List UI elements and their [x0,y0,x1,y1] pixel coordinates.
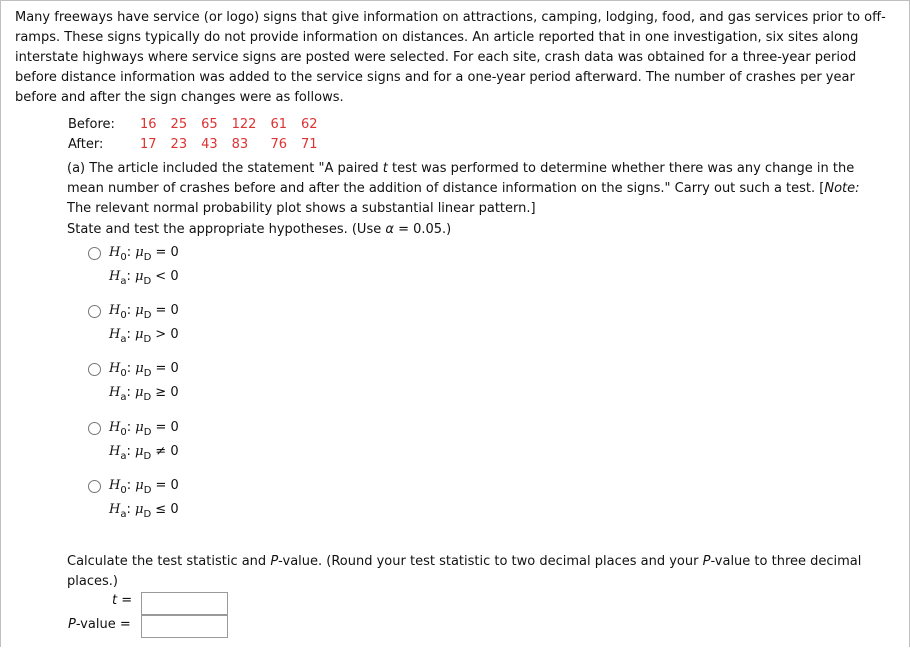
before-value: 61 [270,116,288,132]
p-value-label: P-value = [68,617,131,632]
alternative-hypothesis: $H_a$: $\mu_D < 0$ [109,269,179,287]
after-label: After: [68,136,104,152]
null-hypothesis: $H_0$: $\mu_D = 0$ [109,303,179,321]
null-hypothesis: $H_0$: $\mu_D = 0$ [109,420,179,438]
radio-button[interactable] [88,247,101,260]
after-row [68,134,332,154]
after-value: 71 [301,136,318,152]
after-value: 43 [201,136,218,152]
null-hypothesis: $H_0$: $\mu_D = 0$ [109,245,179,263]
t-statistic-input[interactable] [141,592,228,615]
before-value: 16 [140,116,157,132]
before-value: 122 [231,116,257,132]
before-value: 65 [201,116,218,132]
before-value: 25 [170,116,188,132]
radio-button[interactable] [88,422,101,435]
radio-button[interactable] [88,363,101,376]
part-a-prompt: (a) The article included the statement "A paired t test was performed to determine whether there was any change in the mean number of crashes before and after the addition of distance information on the signs." Carry out such a test. [Note: The relevant normal probability plot shows a substantial linear pattern.] [67,161,860,216]
alternative-hypothesis: $H_a$: $\mu_D > 0$ [109,327,179,345]
calculate-instruction: Calculate the test statistic and P-value. (Round your test statistic to two decimal places and your P-value to three decimal places.) [67,554,862,589]
after-value: 76 [270,136,288,152]
t-statistic-label: t = [112,593,133,608]
problem-intro: Many freeways have service (or logo) signs that give information on attractions, camping, lodging, food, and gas services prior to off-ramps. These signs typically do not provide information on distances. An article reported that in one investigation, six sites along interstate highways where service signs are posted were selected. For each site, crash data was obtained for a three-year period before distance information was added to the service signs and for a one-year period afterward. The number of crashes per year before and after the sign changes were as follows. [15,10,886,105]
hypotheses-instruction: State and test the appropriate hypotheses. (Use α = 0.05.) [67,222,452,237]
before-value: 62 [301,116,318,132]
after-value: 23 [170,136,188,152]
radio-button[interactable] [88,480,101,493]
crash-data-table [68,114,332,154]
alternative-hypothesis: $H_a$: $\mu_D \ge 0$ [109,385,179,403]
radio-button[interactable] [88,305,101,318]
after-value: 83 [231,136,249,152]
null-hypothesis: $H_0$: $\mu_D = 0$ [109,478,179,496]
before-label: Before: [68,116,115,132]
null-hypothesis: $H_0$: $\mu_D = 0$ [109,361,179,379]
alternative-hypothesis: $H_a$: $\mu_D \le 0$ [109,502,179,520]
p-value-input[interactable] [141,615,228,638]
before-row [68,114,332,134]
after-value: 17 [140,136,157,152]
alternative-hypothesis: $H_a$: $\mu_D \ne 0$ [109,444,179,462]
